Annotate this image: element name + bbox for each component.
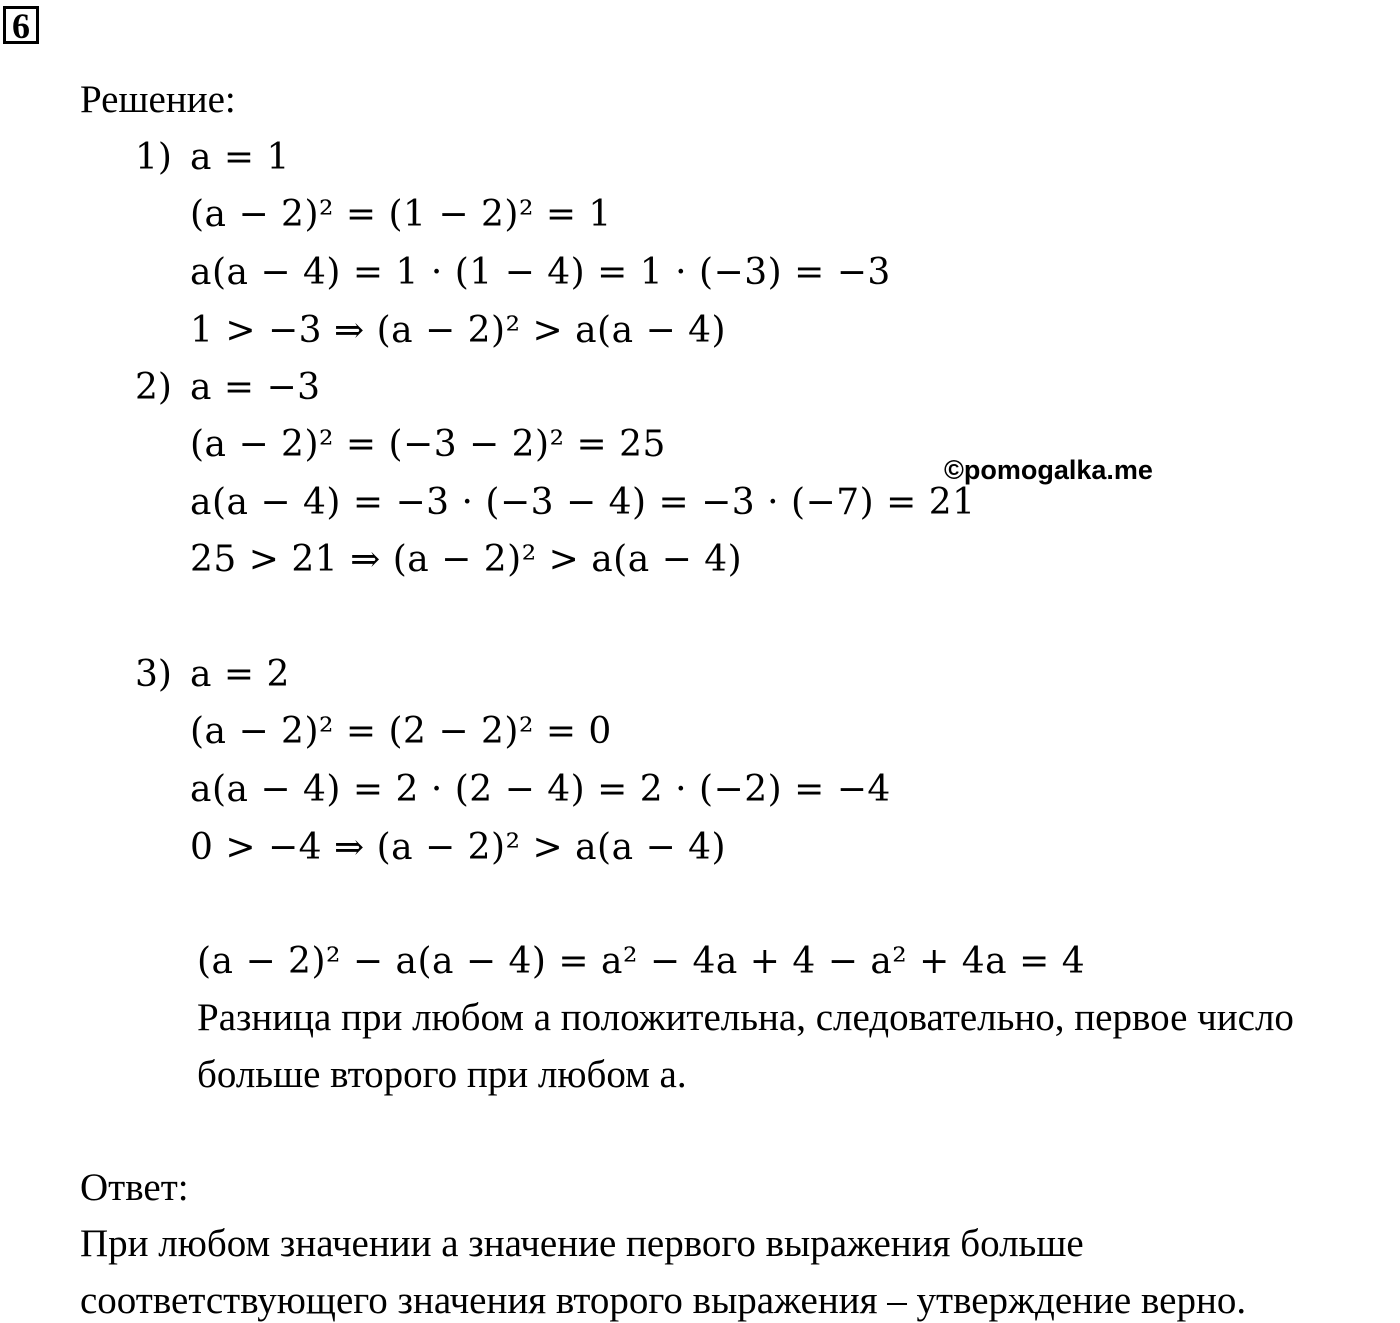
case-1-line-1: a = 1: [190, 137, 290, 178]
answer-line-1: При любом значении a значение первого выражения больше: [80, 1222, 1084, 1265]
solution-label: Решение:: [80, 78, 236, 121]
case-3-line-4: 0 > −4 ⇒ (a − 2)² > a(a − 4): [190, 827, 727, 868]
case-3-line-2: (a − 2)² = (2 − 2)² = 0: [190, 711, 612, 752]
case-2-line-1: a = −3: [190, 367, 321, 408]
case-3-line-3: a(a − 4) = 2 · (2 − 4) = 2 · (−2) = −4: [190, 769, 891, 810]
case-1-line-2: (a − 2)² = (1 − 2)² = 1: [190, 194, 612, 235]
case-2-line-3: a(a − 4) = −3 · (−3 − 4) = −3 · (−7) = 21: [190, 482, 976, 523]
watermark: ©pomogalka.me: [944, 455, 1153, 485]
task-number-box: [3, 6, 39, 44]
case-3-line-1: a = 2: [190, 654, 290, 695]
case-1-line-3: a(a − 4) = 1 · (1 − 4) = 1 · (−3) = −3: [190, 252, 891, 293]
case-2-line-2: (a − 2)² = (−3 − 2)² = 25: [190, 424, 666, 465]
answer-line-2: соответствующего значения второго выражения – утверждение верно.: [80, 1279, 1247, 1322]
conclusion-line-1: Разница при любом a положительна, следовательно, первое число: [197, 996, 1294, 1039]
case-1-line-4: 1 > −3 ⇒ (a − 2)² > a(a − 4): [190, 310, 727, 351]
task-number: 6: [12, 6, 30, 46]
case-3-label: 3): [135, 654, 172, 695]
difference-formula: (a − 2)² − a(a − 4) = a² − 4a + 4 − a² + 4a = 4: [197, 941, 1086, 982]
case-2-line-4: 25 > 21 ⇒ (a − 2)² > a(a − 4): [190, 539, 743, 580]
answer-label: Ответ:: [80, 1166, 189, 1209]
case-1-label: 1): [135, 137, 172, 178]
conclusion-line-2: больше второго при любом a.: [197, 1053, 687, 1096]
case-2-label: 2): [135, 367, 172, 408]
